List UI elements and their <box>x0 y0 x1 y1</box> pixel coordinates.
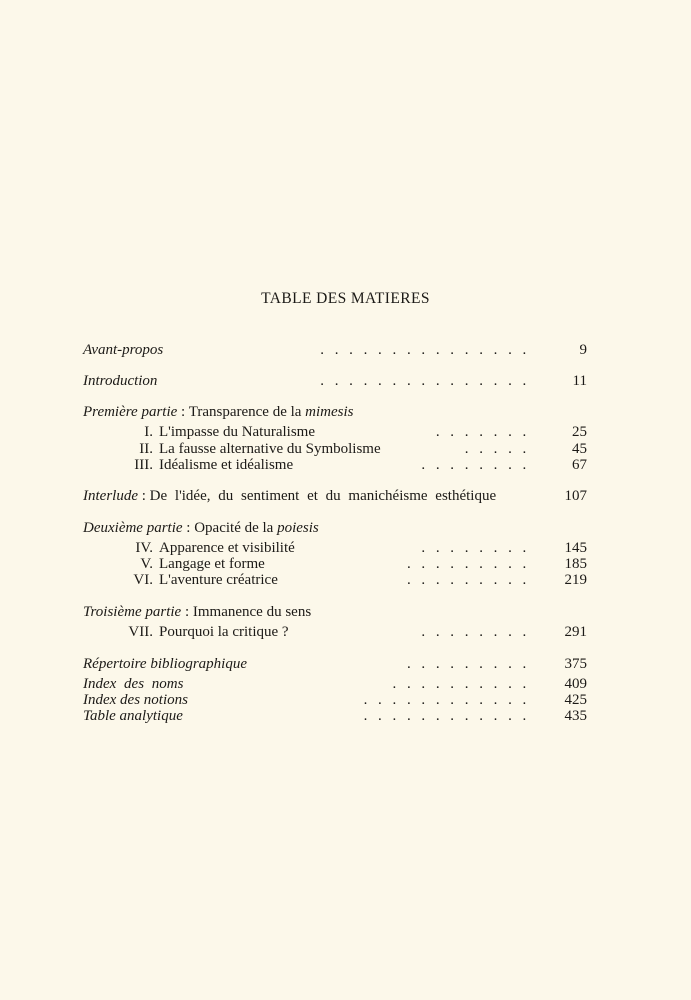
chapter-number: V. <box>140 556 153 572</box>
chapter-title: Apparence et visibilité <box>159 540 295 556</box>
dot-leader: ........ <box>421 457 537 473</box>
chapter-number: VI. <box>133 572 153 588</box>
toc-chapter-7 <box>83 623 587 641</box>
page-number: 45 <box>572 441 587 457</box>
entry-title: De l'idée, du sentiment et du manichéisme esthétique <box>149 488 497 504</box>
page-number: 219 <box>564 572 587 588</box>
part-title: Transparence de la <box>188 404 306 420</box>
page-number: 9 <box>579 342 587 358</box>
toc-chapter-1 <box>83 423 587 441</box>
chapter-title: Pourquoi la critique ? <box>159 624 289 640</box>
chapter-title: Idéalisme et idéalisme <box>159 457 294 473</box>
page-number: 185 <box>564 556 587 572</box>
page-number: 145 <box>564 540 587 556</box>
dot-leader: ......... <box>406 572 537 588</box>
part-label: Première partie <box>83 404 178 420</box>
dot-leader: ............... <box>320 373 537 389</box>
dot-leader: ........ <box>421 540 537 556</box>
chapter-number: II. <box>139 441 153 457</box>
entry-label: Avant-propos <box>83 342 164 358</box>
dot-leader: ......... <box>406 656 537 672</box>
dot-leader: ....... <box>435 424 537 440</box>
entry-label: Table analytique <box>83 708 183 724</box>
toc-part-heading-2: Deuxième partie : Opacité de la poiesis <box>83 520 319 536</box>
page-number: 375 <box>564 656 587 672</box>
dot-leader: ......... <box>406 556 537 572</box>
page-number: 291 <box>564 624 587 640</box>
page-number: 409 <box>564 676 587 692</box>
toc-part-heading-3: Troisième partie : Immanence du sens <box>83 604 312 620</box>
toc-entry-avant-propos <box>83 341 587 359</box>
toc-entry-repertoire <box>83 655 587 673</box>
toc-entry-table-analytique <box>83 707 587 725</box>
toc-entry-introduction <box>83 372 587 390</box>
chapter-title: Langage et forme <box>159 556 265 572</box>
page-number: 11 <box>572 373 587 389</box>
toc-entry-interlude: Interlude : De l'idée, du sentiment et du manichéisme esthétique 107 <box>83 488 587 504</box>
toc-chapter-3 <box>83 456 587 474</box>
entry-label: Index des notions <box>83 692 188 708</box>
page-number: 67 <box>572 457 587 473</box>
chapter-number: IV. <box>135 540 153 556</box>
dot-leader: ............... <box>320 342 537 358</box>
chapter-number: III. <box>134 457 153 473</box>
page-number: 425 <box>564 692 587 708</box>
part-label: Troisième partie <box>83 604 182 620</box>
entry-label: Répertoire bibliographique <box>83 656 248 672</box>
chapter-title: L'aventure créatrice <box>159 572 278 588</box>
chapter-title: La fausse alternative du Symbolisme <box>159 441 381 457</box>
dot-leader: ............ <box>363 708 537 724</box>
entry-label: Introduction <box>83 373 158 389</box>
dot-leader: ............ <box>363 692 537 708</box>
page-number: 435 <box>564 708 587 724</box>
part-label: Interlude <box>83 488 138 504</box>
dot-leader: ........ <box>421 624 537 640</box>
dot-leader: .......... <box>392 676 537 692</box>
part-label: Deuxième partie <box>83 520 183 536</box>
chapter-number: I. <box>144 424 153 440</box>
part-title: Opacité de la <box>194 520 278 536</box>
chapter-title: L'impasse du Naturalisme <box>159 424 315 440</box>
dot-leader: ..... <box>464 441 537 457</box>
chapter-number: VII. <box>128 624 153 640</box>
page-number: 107 <box>564 488 587 504</box>
page-title: TABLE DES MATIERES <box>261 290 430 307</box>
toc-part-heading-1: Première partie : Transparence de la mimesis <box>83 404 354 420</box>
page-number: 25 <box>572 424 587 440</box>
toc-chapter-6 <box>83 571 587 589</box>
part-title: Immanence du sens <box>192 604 312 620</box>
entry-label: Index des noms <box>83 676 184 692</box>
